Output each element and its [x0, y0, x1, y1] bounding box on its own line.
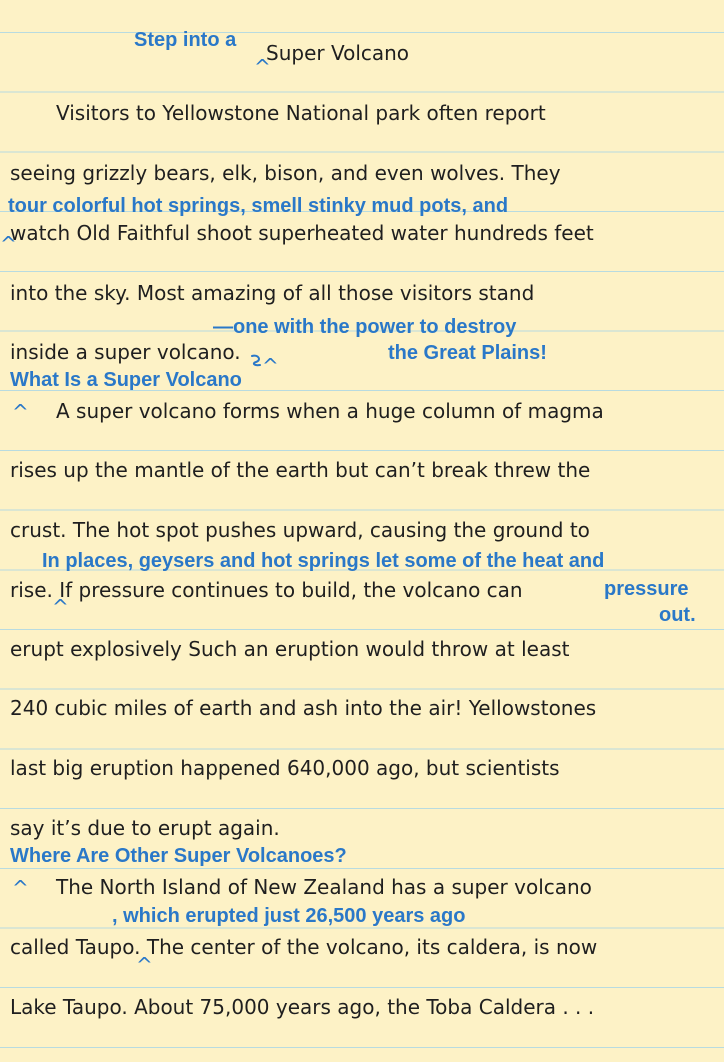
edit-geysers: In places, geysers and hot springs let some of the heat and — [42, 550, 605, 572]
line-6: A super volcano forms when a huge column of magma — [56, 399, 604, 423]
caret-insert-icon: ^ — [136, 953, 153, 977]
caret-insert-icon: ^ — [0, 232, 17, 256]
line-9: rise. If pressure continues to build, the volcano can — [10, 578, 523, 602]
edit-heading-what: What Is a Super Volcano — [10, 369, 242, 391]
line-7: rises up the mantle of the earth but can’t break threw the — [10, 458, 591, 482]
line-8: crust. The hot spot pushes upward, causing the ground to — [10, 518, 590, 542]
edit-power-line-2: the Great Plains! — [388, 342, 547, 364]
edit-power-line-1: —one with the power to destroy — [213, 316, 517, 338]
edit-out: out. — [659, 604, 696, 626]
edit-pressure: pressure — [604, 578, 689, 600]
edit-taupo-insert: , which erupted just 26,500 years ago — [112, 905, 466, 927]
caret-insert-icon: ^ — [254, 55, 271, 79]
edit-step-into: Step into a — [134, 29, 237, 51]
line-4: into the sky. Most amazing of all those visitors stand — [10, 281, 535, 305]
line-12: last big eruption happened 640,000 ago, but scientists — [10, 756, 560, 780]
edit-hot-springs: tour colorful hot springs, smell stinky mud pots, and — [8, 195, 509, 217]
line-15: called Taupo. The center of the volcano, its caldera, is now — [10, 935, 598, 959]
caret-insert-icon: ^ — [12, 876, 29, 900]
line-10: erupt explosively Such an eruption would throw at least — [10, 637, 570, 661]
line-1: Visitors to Yellowstone National park often report — [56, 101, 546, 125]
line-14: The North Island of New Zealand has a super volcano — [56, 875, 592, 899]
title: Super Volcano — [266, 41, 410, 65]
edit-heading-where: Where Are Other Super Volcanoes? — [10, 845, 347, 867]
line-13: say it’s due to erupt again. — [10, 816, 280, 840]
line-2: seeing grizzly bears, elk, bison, and even wolves. They — [10, 161, 561, 185]
caret-insert-icon: ^ — [262, 354, 279, 378]
line-3: watch Old Faithful shoot superheated water hundreds feet — [10, 221, 594, 245]
line-5: inside a super volcano. — [10, 340, 241, 364]
line-11: 240 cubic miles of earth and ash into the air! Yellowstones — [10, 696, 597, 720]
caret-insert-icon: ^ — [12, 400, 29, 424]
caret-insert-icon: ^ — [52, 595, 69, 619]
line-16: Lake Taupo. About 75,000 years ago, the Toba Caldera . . . — [10, 995, 595, 1019]
